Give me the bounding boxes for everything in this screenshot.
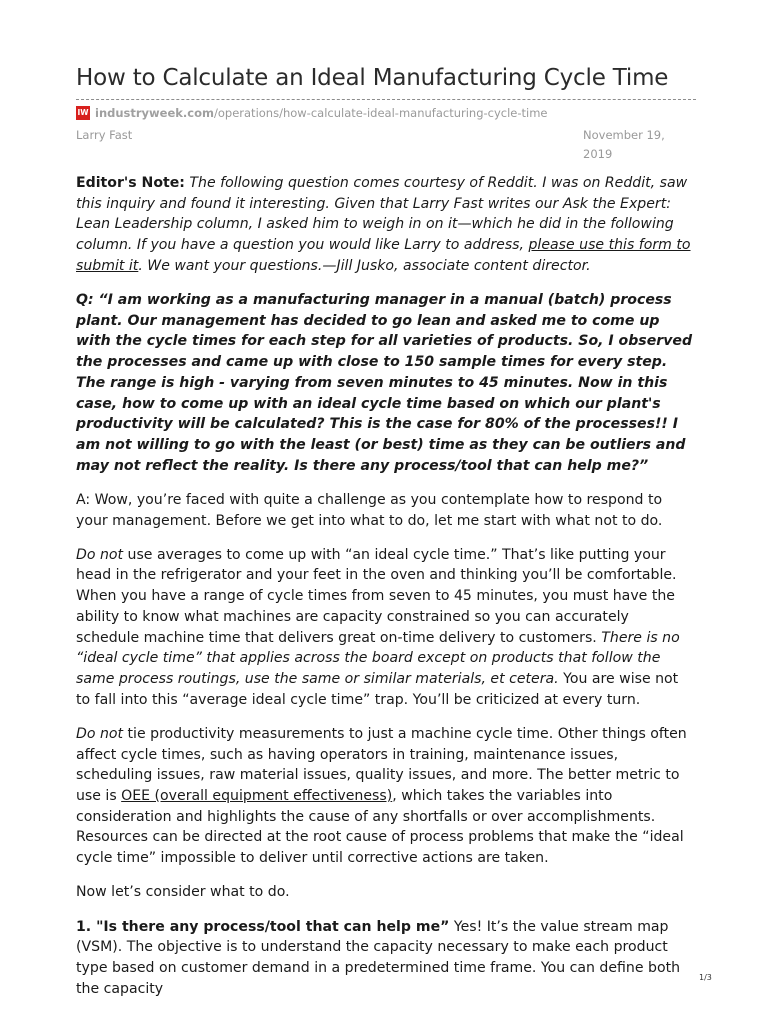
publish-date: [583, 126, 673, 164]
tool-lead: 1. "Is there any process/tool that can help me”: [76, 918, 450, 935]
productivity-text-2: , which takes the variables into consideration and highlights the cause of any shortfalls or over accomplishments. Resources can be directed at the root cause of process problems that make the “ideal cycle time” impossible to deliver until corrective actions are taken.: [76, 787, 684, 867]
productivity-lead: Do not: [76, 725, 124, 742]
industryweek-logo-icon: IW: [76, 106, 90, 120]
editor-note: [76, 173, 696, 277]
productivity-paragraph: [76, 724, 696, 869]
oee-link[interactable]: OEE (overall equipment effectiveness): [121, 787, 393, 804]
consider-paragraph: Now let’s consider what to do.: [76, 884, 290, 901]
averages-italic: There is no “ideal cycle time” that applies across the board except on products that follow the same process routings, use the same or similar materials, et cetera.: [76, 629, 680, 687]
tool-paragraph: [76, 917, 696, 1000]
page-title: How to Calculate an Ideal Manufacturing Cycle Time: [76, 65, 669, 91]
article-page: [76, 62, 696, 1013]
source-link[interactable]: [95, 105, 548, 121]
article-meta: [76, 126, 696, 166]
source-domain: industryweek.com: [95, 106, 214, 120]
tool-text: Yes! It’s the value stream map (VSM). The objective is to understand the capacity necessary to make each product type based on customer demand in a predetermined time frame. You can define both the capacity: [76, 918, 681, 997]
page-number: 1/3: [699, 973, 712, 982]
author-name: Larry Fast: [76, 128, 133, 142]
editor-note-text-1: The following question comes courtesy of Reddit. I was on Reddit, saw this inquiry and found it interesting. Given that Larry Fast writes our Ask the Expert: Lean Leadership column, I asked him to weigh in on it—which he did in the following column. If you have a question you would like Larry to address,: [76, 175, 688, 254]
publish-date-line-1: November 19,: [583, 128, 665, 142]
source-path: /operations/how-calculate-ideal-manufacturing-cycle-time: [214, 106, 548, 120]
article-body: [76, 173, 696, 999]
editor-note-text-2: . We want your questions.—Jill Jusko, associate content director.: [138, 257, 591, 274]
averages-text-2: You are wise not to fall into this “average ideal cycle time” trap. You’ll be criticized at every turn.: [76, 670, 679, 708]
question-paragraph: [76, 290, 696, 476]
productivity-text-1: tie productivity measurements to just a machine cycle time. Other things often affect cycle times, such as having operators in training, maintenance issues, scheduling issues, raw material issues, quality issues, and more. The better metric to use is: [76, 725, 687, 804]
publish-date-line-2: 2019: [583, 147, 613, 161]
editor-note-label: Editor's Note:: [76, 175, 185, 191]
averages-text-1: use averages to come up with “an ideal cycle time.” That’s like putting your head in the refrigerator and your feet in the oven and thinking you’ll be comfortable. When you have a range of cycle times from seven to 45 minutes, you must have the ability to know what machines are capacity constrained so you can accurately schedule machine time that delivers great on-time delivery to customers.: [76, 546, 677, 646]
question-text: Q: “I am working as a manufacturing manager in a manual (batch) process plant. Our management has decided to go lean and asked me to come up with the cycle times for each step for all varieties of products. So, I observed the processes and came up with close to 150 sample times for every step. The range is high - varying from seven minutes to 45 minutes. Now in this case, how to come up with an ideal cycle time based on which our plant's productivity will be calculated? This is the case for 80% of the processes!! I am not willing to go with the least (or best) time as they can be outliers and may not reflect the reality. Is there any process/tool that can help me?”: [76, 292, 693, 474]
averages-lead: Do not: [76, 546, 124, 563]
source-line: [76, 105, 696, 121]
answer-intro: A: Wow, you’re faced with quite a challenge as you contemplate how to respond to your management. Before we get into what to do, let me start with what not to do.: [76, 491, 663, 529]
submit-form-link[interactable]: please use this form to submit it: [76, 237, 691, 274]
averages-paragraph: [76, 545, 696, 711]
title-divider: [76, 99, 696, 100]
